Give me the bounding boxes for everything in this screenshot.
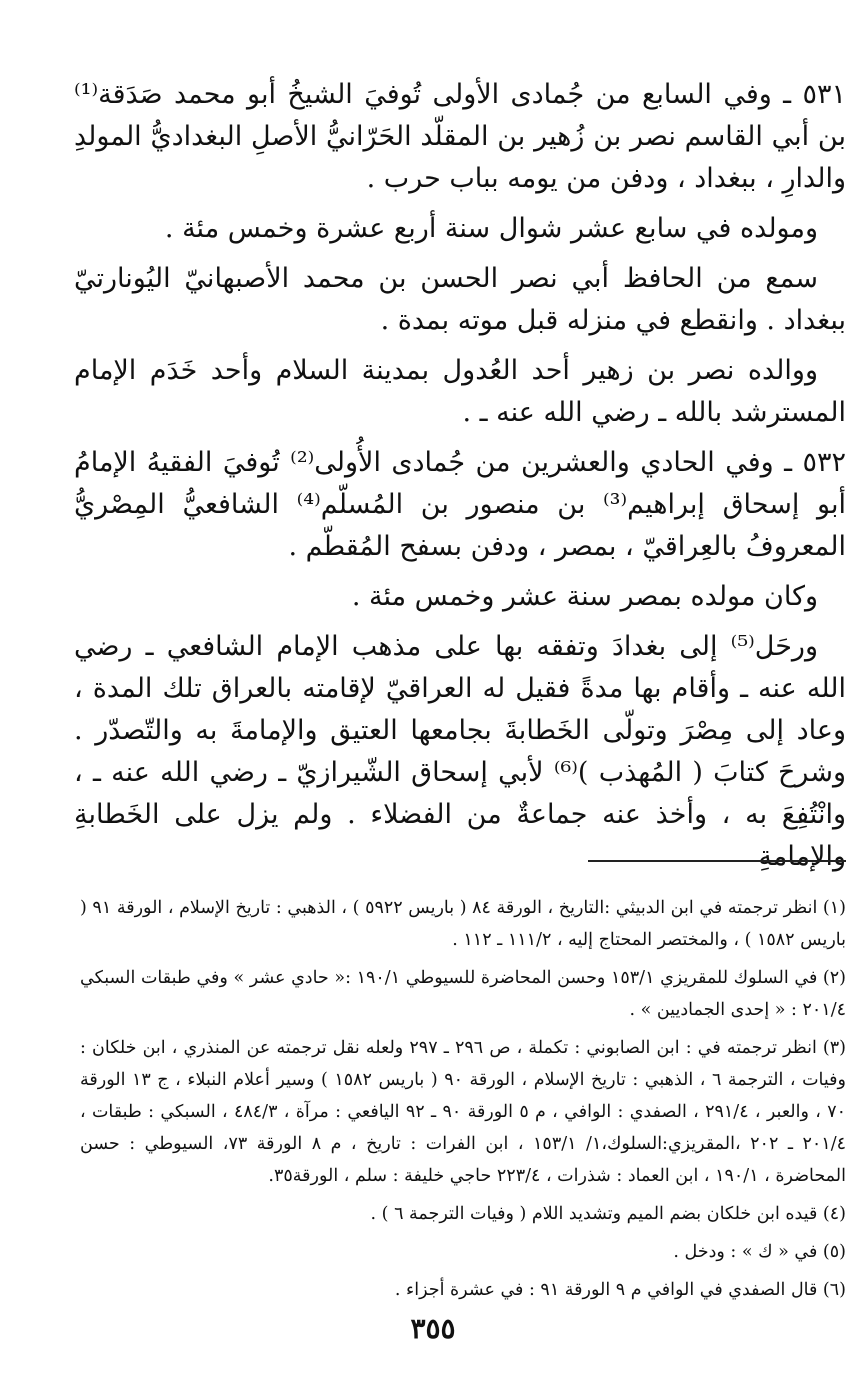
paragraph-entry-532: ٥٣٢ ـ وفي الحادي والعشرين من جُمادى الأُولى⁽²⁾ تُوفيَ الفقيهُ الإمامُ أبو إسحاق إبراهيم⁽³⁾ بن منصور بن المُسلّم⁽⁴⁾ الشافعيُّ المِصْريُّ المعروفُ بالعِراقيّ ، بمصر ، ودفن بسفح المُقطّم . [74,447,846,562]
paragraph-birth-532: وكان مولده بمصر سنة عشر وخمس مئة . [351,581,818,612]
footnote-4: (٤) قيده ابن خلكان بضم الميم وتشديد اللام ( وفيات الترجمة ٦ ) . [370,1204,846,1224]
paragraph-birth-531: ومولده في سابع عشر شوال سنة أربع عشرة وخمس مئة . [164,213,818,244]
page-number: ٣٥٥ [410,1312,456,1345]
footnote-3: (٣) انظر ترجمته في : ابن الصابوني : تكملة ، ص ٢٩٦ ـ ٢٩٧ ولعله نقل ترجمته عن المنذري ، ابن خلكان : وفيات ، الترجمة ٦ ، الذهبي : تاريخ الإسلام ، الورقة ٩٠ ( باريس ١٥٨٢ ) وسير أعلام النبلاء ، ج ١٣ الورقة ٧٠ ، والعبر ، ٢٩١/٤ ، الصفدي : الوافي ، م ٥ الورقة ٩٠ ـ ٩٢ اليافعي : مرآة ، ٤٨٤/٣ ، السبكي : طبقات ، ٢٠١/٤ ـ ٢٠٢ ،المقريزي:السلوك،١/ ١٥٣/١ ، ابن الفرات : تاريخ ، م ٨ الورقة ٧٣، السيوطي : حسن المحاضرة ، ١٩٠/١ ، ابن العماد : شذرات ، ٢٢٣/٤ حاجي خليفة : سلم ، الورقة٣٥. [80,1038,846,1186]
footnote-2: (٢) في السلوك للمقريزي ١٥٣/١ وحسن المحاضرة للسيوطي ١٩٠/١ :« حادي عشر » وفي طبقات السبكي ٢٠١/٤ : « إحدى الجماديين » . [80,968,846,1020]
footnote-5: (٥) في « ك » : ودخل . [673,1242,846,1262]
paragraph-father-531: ووالده نصر بن زهير أحد العُدول بمدينة السلام وأحد خَدَم الإمام المسترشد بالله ـ رضي الله عنه ـ . [74,355,846,428]
main-text [74,74,846,886]
paragraph-entry-531: ٥٣١ ـ وفي السابع من جُمادى الأولى تُوفيَ الشيخُ أبو محمد صَدَقة⁽¹⁾ بن أبي القاسم نصر بن زُهير بن المقلّد الحَرّانيُّ الأصلِ البغداديُّ المولدِ والدارِ ، ببغداد ، ودفن من يومه بباب حرب . [74,79,846,194]
footnote-separator [588,860,846,862]
footnotes [80,892,846,1312]
paragraph-travel-532: ورحَل⁽⁵⁾ إلى بغدادَ وتفقه بها على مذهب الإمام الشافعي ـ رضي الله عنه ـ وأقام بها مدةً فقيل له العراقيّ لإقامته بالعراق تلك المدة ، وعاد إلى مِصْرَ وتولّى الخَطابةَ بجامعها العتيق والإمامةَ به والتّصدّر . وشرحَ كتابَ ( المُهذب )⁽⁶⁾ لأبي إسحاق الشّيرازيّ ـ رضي الله عنه ـ ، وانْتُفِعَ به ، وأخذ عنه جماعةٌ من الفضلاء . ولم يزل على الخَطابةِ والإمامةِ [74,631,846,872]
footnote-6: (٦) قال الصفدي في الوافي م ٩ الورقة ٩١ : في عشرة أجزاء . [394,1280,846,1300]
footnote-1: (١) انظر ترجمته في ابن الدبيثي :التاريخ ، الورقة ٨٤ ( باريس ٥٩٢٢ ) ، الذهبي : تاريخ الإسلام ، الورقة ٩١ ( باريس ١٥٨٢ ) ، والمختصر المحتاج إليه ، ١١١/٢ ـ ١١٢ . [80,898,846,950]
paragraph-study-531: سمع من الحافظ أبي نصر الحسن بن محمد الأصبهانيّ اليُونارتيّ ببغداد . وانقطع في منزله قبل موته بمدة . [74,263,846,336]
